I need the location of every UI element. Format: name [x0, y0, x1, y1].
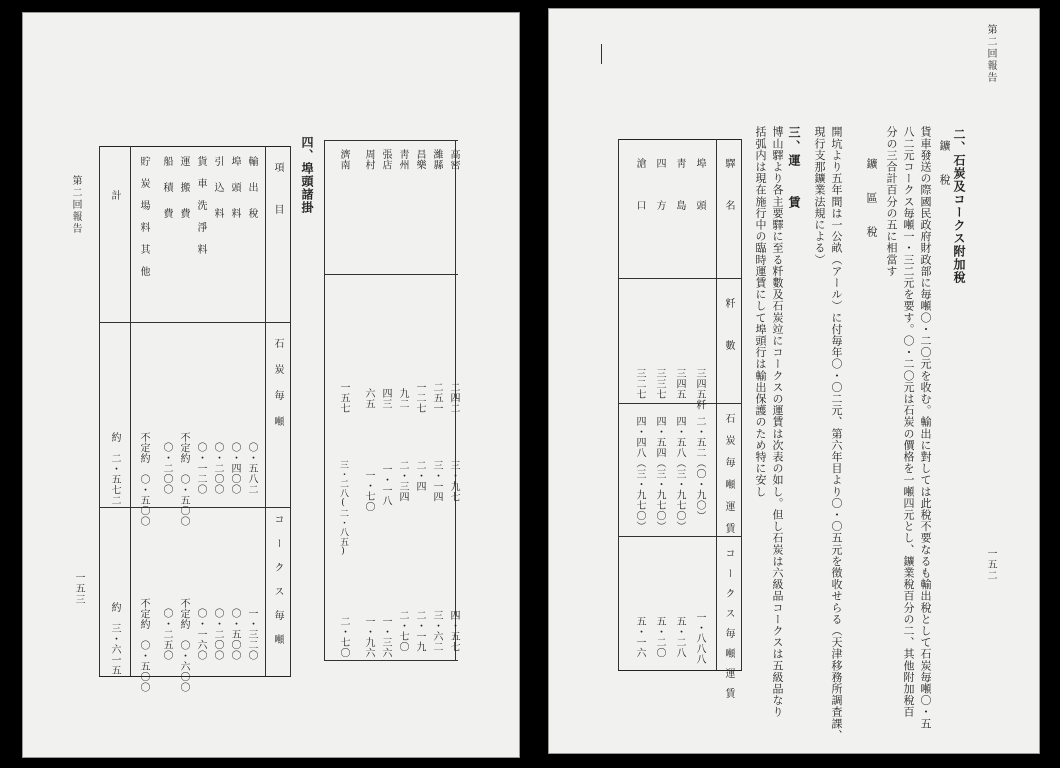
coal-freight: 三・二八(二・八五) [338, 460, 348, 557]
port-name: 濰縣 [431, 149, 442, 170]
station-coal-freight: 二・五二（〇・九〇） [694, 416, 705, 521]
coal-fee: 不定約 〇・五〇〇 [138, 432, 149, 527]
coal-tonnage: 一五七 [338, 382, 349, 414]
coal-tonnage: 一二七 [414, 382, 425, 414]
item-label: 輸 出 稅 [246, 156, 257, 221]
coke-freight: 二・七〇 [397, 610, 408, 652]
coal-freight: 一・一八 [380, 464, 391, 506]
paragraph-line: 開坑より五年間は一公畝（アール）に付毎年〇・〇二元、第六年目より〇・〇五元を徵收せらる（天津移務所調査課、 [830, 126, 843, 741]
item-label: 運 搬 費 [178, 156, 189, 221]
coal-tonnage: 九二 [397, 388, 408, 409]
station-coke-freight: 五・二〇 [654, 616, 665, 658]
column-header-coal: 石 炭 毎 噸 [272, 338, 283, 429]
coke-freight: 二・一九 [414, 610, 425, 652]
coal-freight: 一・七〇 [363, 470, 374, 512]
port-name: 張店 [380, 149, 391, 170]
station-coal-freight: 四・五八（三・九七〇） [674, 416, 685, 532]
coke-fee: 〇・二〇〇 [212, 608, 223, 661]
column-header-station: 驛 名 [723, 158, 734, 214]
coke-fee: 〇・五〇〇 [229, 608, 240, 661]
coal-tonnage: 二四二 [448, 382, 459, 414]
coke-freight: 四・五七 [448, 610, 459, 652]
column-header-item: 項 目 [272, 162, 283, 218]
station-km: 三四五 [674, 368, 685, 400]
station-coke-freight: 五・一六 [634, 616, 645, 658]
item-label: 貨 車 洗 淨 料 [195, 156, 206, 255]
column-header-coke-freight: コ ー ク ス 毎 噸 運 賃 [723, 548, 734, 698]
paragraph-line: 貨車發送の際國民政府財政部に毎噸〇・二〇元を收む。輸出に對しては此稅不要なるも輸出稅として石炭毎噸〇・五 [919, 126, 932, 730]
coal-fee: 〇・四〇〇 [229, 442, 240, 495]
port-name: 高密 [448, 149, 459, 170]
port-name: 靑州 [397, 149, 408, 170]
station-km: 三四五粁 [694, 368, 705, 410]
coke-fee: 〇・一六〇 [195, 608, 206, 661]
running-header: 第二回報告 [70, 175, 81, 235]
coke-freight: 三・六二 [431, 610, 442, 652]
item-label: 引 込 料 [212, 156, 223, 221]
coal-tonnage: 二五一 [431, 382, 442, 414]
coal-fee: 〇・五八二 [246, 442, 257, 495]
column-header-km: 粁 數 [723, 298, 734, 354]
port-name: 周村 [363, 149, 374, 170]
paragraph-line: 分の三合計百分の五に相當す [885, 126, 898, 277]
station-name: 四 方 [654, 158, 665, 214]
coal-freight: 三・九七 [448, 460, 459, 502]
column-header-coke: コ ー ク ス 毎 噸 [272, 514, 283, 646]
station-coal-freight: 四・五四（三・九七〇） [654, 416, 665, 532]
coke-fee: 一・三二〇 [246, 608, 257, 661]
station-name: 滄 口 [634, 158, 645, 214]
coke-freight: 二・七〇 [338, 616, 349, 658]
page-number: 一五二 [985, 548, 996, 581]
item-label: 貯 炭 場 料 其 他 [138, 156, 149, 277]
subheading-mining-area-tax: 鑛 區 稅 [865, 158, 878, 243]
page-number: 一五三 [73, 572, 84, 605]
coal-fee: 〇・二〇〇 [161, 442, 172, 495]
coke-freight: 一・九六 [363, 616, 374, 658]
right-page [548, 8, 1040, 754]
paragraph-line: 博山驛より各主要驛に至る粁數及石炭竝にコークスの運賃は次表の如し。但し石炭は六級品コークスは五級品なり [771, 126, 784, 718]
section-title-port-fees: 四、埠頭諸掛 [300, 136, 314, 214]
coal-fee: 〇・一二〇 [195, 442, 206, 495]
station-coke-freight: 五・二八 [674, 616, 685, 658]
coke-fee: 不定約 〇・五〇〇 [138, 598, 149, 693]
coke-fee: 不定約 〇・六〇〇 [178, 598, 189, 693]
item-label: 船 積 費 [161, 156, 172, 221]
coal-fee: 〇・二〇〇 [212, 442, 223, 495]
running-header: 第二回報告 [985, 24, 996, 84]
paragraph-line: 現行支那鑛業法規による） [813, 126, 826, 266]
left-page [22, 12, 520, 758]
total-label: 計 [109, 190, 120, 201]
total-coal: 約 二・五七二 [109, 432, 120, 506]
station-coal-freight: 四・四八（三・九七〇） [634, 416, 645, 532]
station-name: 靑 島 [674, 158, 685, 214]
port-name: 昌樂 [414, 149, 425, 170]
station-km: 三二七 [634, 368, 645, 400]
coal-fee: 不定約 〇・五〇〇 [178, 432, 189, 527]
paragraph-line: 八二元コークス毎噸一・三二元を要す。〇・二〇元は石炭の價格を一噸四元とし、鑛業稅百分の二、其他附加稅百 [902, 126, 915, 718]
station-coke-freight: 一・八八八 [694, 612, 705, 665]
station-km: 三三七 [654, 368, 665, 400]
coal-tonnage: 四三 [380, 388, 391, 409]
margin-mark [601, 44, 602, 64]
station-name: 埠 頭 [694, 158, 705, 214]
item-label: 埠 頭 料 [229, 156, 240, 221]
section-title-surtax: 二、石炭及コークス附加稅 [952, 128, 966, 284]
coke-fee: 〇・二五〇 [161, 608, 172, 661]
subheading-mining-tax: 鑛 稅 [938, 140, 951, 191]
port-name: 濟南 [338, 149, 349, 170]
coal-freight: 三・一四 [431, 460, 442, 502]
section-title-freight: 三、運 賃 [787, 126, 801, 210]
coke-freight: 一・三六 [380, 616, 391, 658]
column-header-coal-freight: 石 炭 毎 噸 運 賃 [723, 413, 734, 534]
total-coke: 約 三・六一五 [109, 602, 120, 676]
coal-freight: 二・三四 [397, 460, 408, 502]
paragraph-line: 括弧内は現在施行中の臨時運賃にして埠頭行は輸出保護のため特に安し [754, 126, 767, 498]
coal-freight: 二・四 [414, 460, 425, 492]
coal-tonnage: 六五 [363, 388, 374, 409]
